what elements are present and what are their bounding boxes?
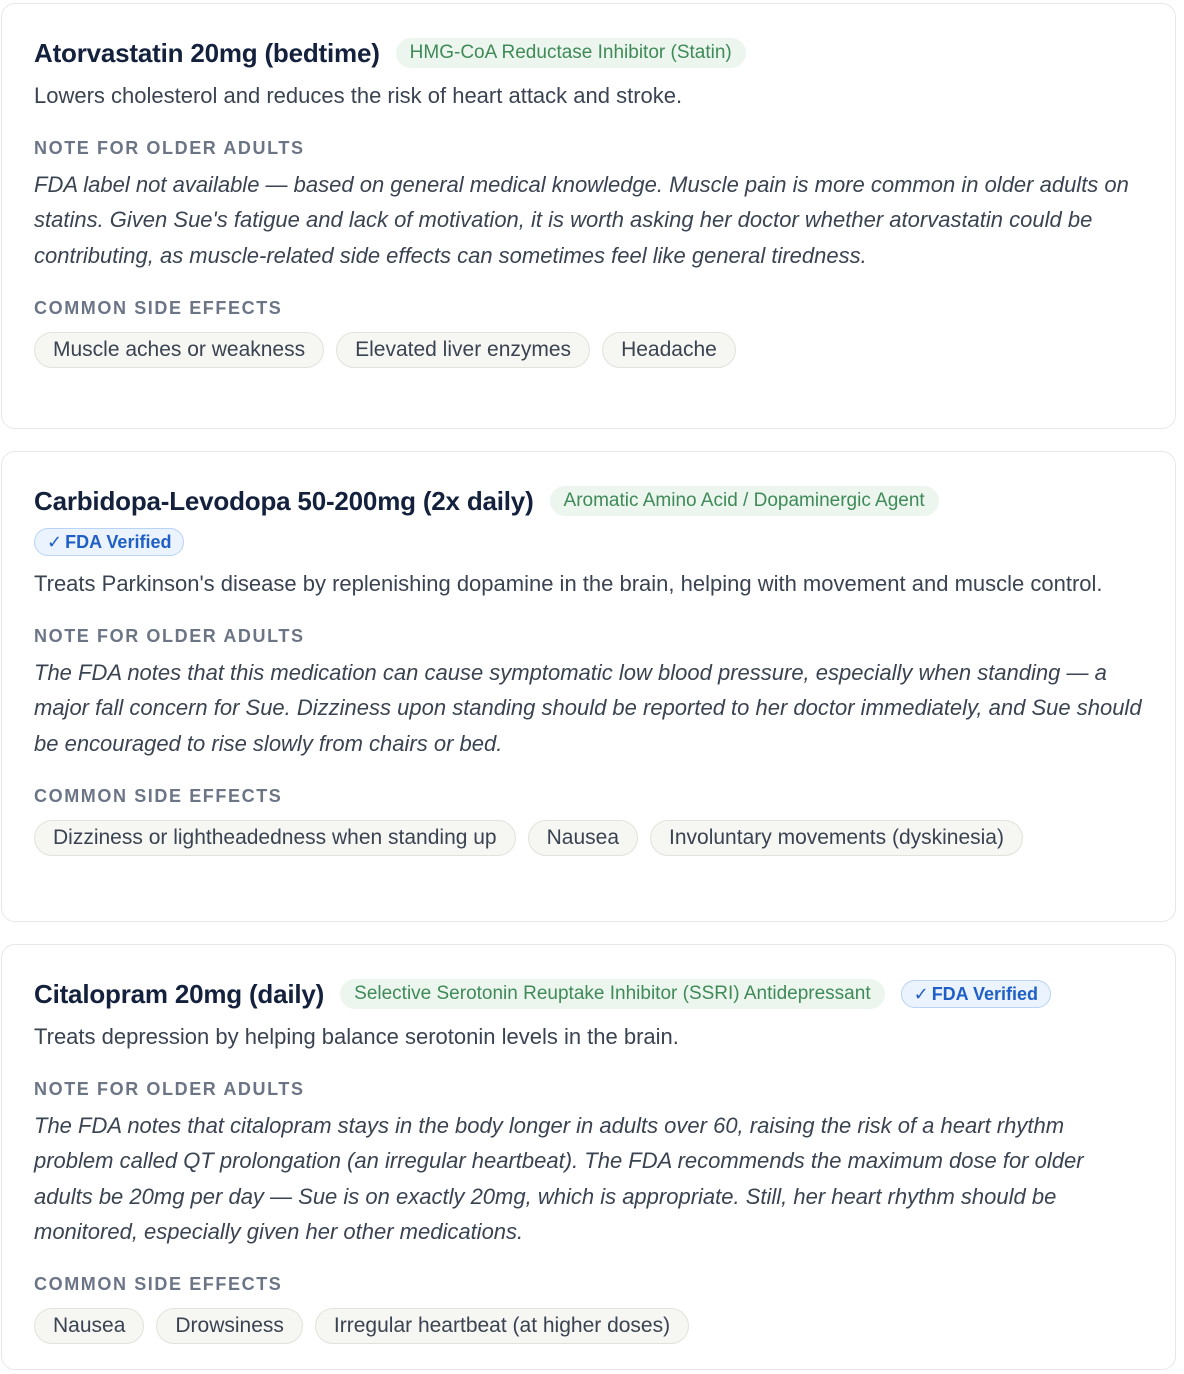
card-header bbox=[34, 979, 1143, 1009]
medication-card-carbidopa-levodopa bbox=[1, 451, 1176, 922]
side-effect-chip: Nausea bbox=[34, 1308, 144, 1344]
card-header bbox=[34, 486, 1143, 516]
note-section-label: NOTE FOR OLDER ADULTS bbox=[34, 1079, 305, 1099]
checkmark-icon: ✓ bbox=[913, 984, 929, 1004]
fda-verified-badge bbox=[34, 528, 184, 556]
side-effects-list bbox=[34, 1308, 1143, 1344]
side-effects-section-label: COMMON SIDE EFFECTS bbox=[34, 297, 283, 318]
side-effect-chip: Elevated liver enzymes bbox=[336, 332, 590, 368]
side-effect-chip: Dizziness or lightheadedness when standing up bbox=[34, 820, 516, 856]
side-effect-chip: Drowsiness bbox=[156, 1308, 303, 1344]
medication-purpose: Lowers cholesterol and reduces the risk of heart attack and stroke. bbox=[34, 83, 683, 108]
medication-purpose: Treats depression by helping balance serotonin levels in the brain. bbox=[34, 1024, 679, 1049]
older-adults-note: The FDA notes that this medication can cause symptomatic low blood pressure, especially when standing — a major fall concern for Sue. Dizziness upon standing should be reported to her doctor immediately, and Sue should be encouraged to rise slowly from chairs or bed. bbox=[34, 660, 1142, 756]
medication-purpose: Treats Parkinson's disease by replenishing dopamine in the brain, helping with movement and muscle control. bbox=[34, 571, 1103, 596]
medication-name: Citalopram 20mg (daily) bbox=[34, 979, 325, 1009]
medication-card-citalopram bbox=[1, 944, 1176, 1370]
side-effect-chip: Headache bbox=[602, 332, 736, 368]
checkmark-icon: ✓ bbox=[47, 532, 63, 552]
older-adults-note: The FDA notes that citalopram stays in the body longer in adults over 60, raising the risk of a heart rhythm problem called QT prolongation (an irregular heartbeat). The FDA recommends the maximum dose for older adults be 20mg per day — Sue is on exactly 20mg, which is appropriate. Still, her heart rhythm should be monitored, especially given her other medications. bbox=[34, 1113, 1084, 1244]
side-effect-chip: Nausea bbox=[528, 820, 638, 856]
side-effects-list bbox=[34, 332, 1143, 368]
medication-name: Atorvastatin 20mg (bedtime) bbox=[34, 38, 380, 68]
note-section-label: NOTE FOR OLDER ADULTS bbox=[34, 138, 305, 158]
side-effects-section-label: COMMON SIDE EFFECTS bbox=[34, 785, 283, 806]
fda-verified-label: FDA Verified bbox=[931, 984, 1039, 1004]
drug-class-badge: HMG-CoA Reductase Inhibitor (Statin) bbox=[396, 38, 746, 68]
side-effects-section-label: COMMON SIDE EFFECTS bbox=[34, 1274, 283, 1295]
side-effect-chip: Muscle aches or weakness bbox=[34, 332, 324, 368]
drug-class-badge: Selective Serotonin Reuptake Inhibitor (SSRI) Antidepressant bbox=[340, 979, 884, 1009]
fda-verified-badge bbox=[901, 980, 1051, 1008]
drug-class-badge: Aromatic Amino Acid / Dopaminergic Agent bbox=[550, 486, 939, 516]
side-effect-chip: Involuntary movements (dyskinesia) bbox=[650, 820, 1023, 856]
side-effects-list bbox=[34, 820, 1143, 856]
fda-badge-row bbox=[34, 528, 1143, 556]
note-section-label: NOTE FOR OLDER ADULTS bbox=[34, 626, 305, 646]
older-adults-note: FDA label not available — based on general medical knowledge. Muscle pain is more common in older adults on statins. Given Sue's fatigue and lack of motivation, it is worth asking her doctor whether atorvastatin could be contributing, as muscle-related side effects can sometimes feel like general tiredness. bbox=[34, 172, 1129, 268]
card-header bbox=[34, 38, 1143, 68]
medication-card-atorvastatin bbox=[1, 3, 1176, 429]
side-effect-chip: Irregular heartbeat (at higher doses) bbox=[315, 1308, 689, 1344]
medication-name: Carbidopa-Levodopa 50-200mg (2x daily) bbox=[34, 486, 534, 516]
fda-verified-label: FDA Verified bbox=[65, 532, 172, 552]
